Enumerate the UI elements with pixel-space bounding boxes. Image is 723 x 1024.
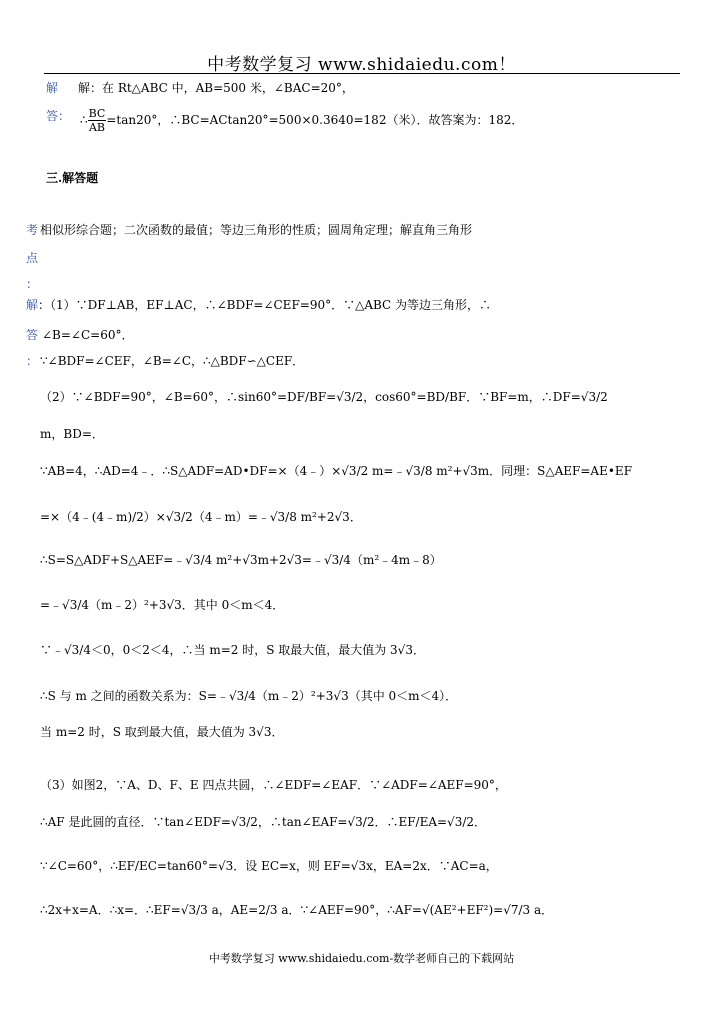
solution-line-4: （2）∵∠BDF=90°，∠B=60°，∴sin60°=DF/BF=√3/2，cos60°=BD/BF．∵BF=m，∴DF=√3/2 [40,390,608,404]
solution-line-10: ∵﹣√3/4＜0，0＜2＜4，∴当 m=2 时，S 取最大值，最大值为 3√3． [40,643,425,657]
label-jie: 解 [46,81,59,95]
solution-line-3: ∵∠BDF=∠CEF，∠B=∠C，∴△BDF∽△CEF． [40,354,305,368]
label-da: 答： [46,109,71,123]
label-colon: ： [26,277,39,291]
frac-num: BC [88,107,106,120]
solution-line-14: ∴AF 是此圆的直径．∵tan∠EDF=√3/2，∴tan∠EAF=√3/2．∴EF/EA=√3/2． [40,815,487,829]
fraction-bc-ab [88,107,107,134]
header-rule [44,73,680,74]
part1-line2: =tan20°，∴BC=ACtan20°=500×0.3640=182（米）．故答案为：182． [106,113,524,127]
solution-label-jie: 解 [26,298,39,312]
solution-line-16: ∴2x+x=A．∴x=．∴EF=√3/3 a，AE=2/3 a．∵∠AEF=90°，∴AF=√(AE²+EF²)=√7/3 a． [40,903,554,917]
solution-colon: ： [26,354,39,368]
frac-den: AB [88,121,106,134]
solution-line-15: ∵∠C=60°，∴EF/EC=tan60°=√3．设 EC=x，则 EF=√3x，EA=2x．∵AC=a， [40,859,498,873]
solution-line-6: ∵AB=4，∴AD=4﹣．∴S△ADF=AD•DF=×（4﹣）×√3/2 m=﹣√3/8 m²+√3m．同理：S△AEF=AE•EF [40,464,633,478]
section-heading: 三.解答题 [46,171,99,185]
label-dian: 点 [26,251,39,265]
kaodian-text: 相似形综合题；二次函数的最值；等边三角形的性质；圆周角定理；解直角三角形 [40,223,473,237]
part1-line2-row: ∴ $\frac{BC}{AB}$ =tan20°，∴BC=ACtan20°=500×0.3640=182（米）．故答案为：182． [80,107,524,134]
solution-line-13: （3）如图2，∵A、D、F、E 四点共圆，∴∠EDF=∠EAF．∵∠ADF=∠AEF=90°， [40,778,507,792]
solution-line-8: ∴S=S△ADF+S△AEF=﹣√3/4 m²+√3m+2√3=﹣√3/4（m²﹣4m﹣8） [40,553,442,567]
solution-line-1: ：（1）∵DF⊥AB，EF⊥AC，∴∠BDF=∠CEF=90°．∵△ABC 为等边三角形，∴ [38,298,492,312]
page-header-title: 中考数学复习 www.shidaiedu.com！ [207,55,516,75]
solution-line-7: =×（4﹣(4﹣m)/2）×√3/2（4﹣m）=﹣√3/8 m²+2√3． [40,510,362,524]
label-kao: 考 [26,223,39,237]
part1-line1: 解：在 Rt△ABC 中，AB=500 米，∠BAC=20°， [78,81,354,95]
page-footer: 中考数学复习 www.shidaiedu.com-数学老师自己的下载网站 [208,952,515,965]
solution-line-12: 当 m=2 时，S 取到最大值，最大值为 3√3． [40,725,284,739]
solution-label-da: 答 [26,328,39,342]
solution-line-11: ∴S 与 m 之间的函数关系为：S=﹣√3/4（m﹣2）²+3√3（其中 0＜m＜4）． [40,689,458,703]
solution-line-9: =﹣√3/4（m﹣2）²+3√3．其中 0＜m＜4． [40,598,285,612]
solution-line-2: ∠B=∠C=60°． [42,328,134,342]
solution-line-5: m，BD=． [40,427,104,441]
